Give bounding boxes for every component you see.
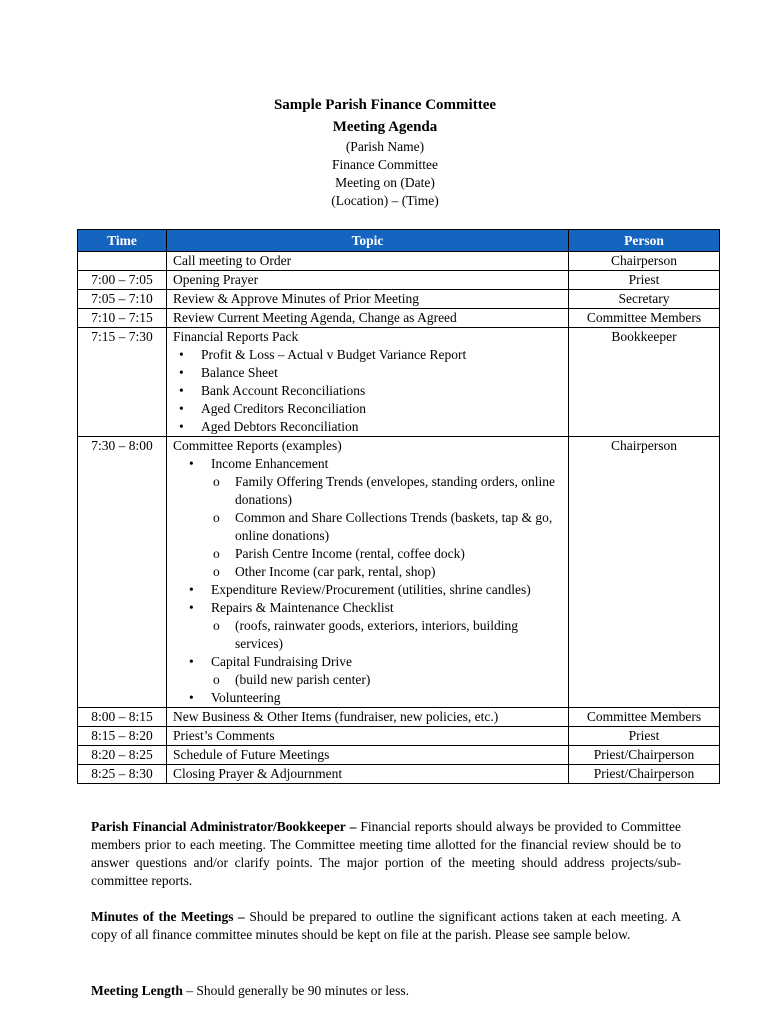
row-person: Secretary	[569, 290, 720, 309]
list-item: • Aged Debtors Reconciliation	[179, 419, 359, 434]
row-time: 7:05 – 7:10	[78, 290, 167, 309]
row-topic: Call meeting to Order	[167, 252, 569, 271]
row-topic: Opening Prayer	[167, 271, 569, 290]
sub-list-item: o Family Offering Trends (envelopes, standing orders, online donations)	[213, 474, 555, 507]
table-row	[78, 727, 720, 746]
bullet-icon: •	[179, 401, 184, 416]
circle-bullet-icon: o	[213, 564, 220, 579]
list-item: • Bank Account Reconciliations	[179, 383, 366, 398]
row-time: 7:10 – 7:15	[78, 309, 167, 328]
sub-list-item: o (roofs, rainwater goods, exteriors, interiors, building services)	[213, 618, 519, 651]
note-label: Parish Financial Administrator/Bookkeeper –	[91, 819, 357, 834]
agenda-table	[77, 229, 720, 784]
table-row	[78, 746, 720, 765]
row-person: Priest	[569, 727, 720, 746]
list-item: • Repairs & Maintenance Checklist	[189, 600, 394, 615]
bullet-icon: •	[179, 347, 184, 362]
bullet-icon: •	[189, 654, 194, 669]
row-time: 8:00 – 8:15	[78, 708, 167, 727]
topic-heading: Committee Reports (examples)	[173, 438, 342, 453]
location-line: (Location) – (Time)	[331, 193, 439, 208]
header-person: Person	[569, 230, 720, 252]
table-row	[78, 290, 720, 309]
table-header-row	[78, 230, 720, 252]
note-label: Minutes of the Meetings –	[91, 909, 245, 924]
circle-bullet-icon: o	[213, 546, 220, 561]
table-row	[78, 252, 720, 271]
sub-list-item: o Other Income (car park, rental, shop)	[213, 564, 436, 579]
topic-heading: Financial Reports Pack	[173, 329, 299, 344]
sub-list-item: o (build new parish center)	[213, 672, 371, 687]
document-title: Sample Parish Finance Committee	[273, 97, 497, 113]
row-person: Priest	[569, 271, 720, 290]
row-time: 7:30 – 8:00	[78, 437, 167, 708]
bullet-icon: •	[189, 582, 194, 597]
list-item: • Volunteering	[189, 690, 281, 705]
row-person: Committee Members	[569, 708, 720, 727]
circle-bullet-icon: o	[213, 672, 220, 687]
minutes-note	[91, 908, 681, 944]
bullet-icon: •	[179, 419, 184, 434]
list-item: • Capital Fundraising Drive	[189, 654, 352, 669]
row-time: 7:15 – 7:30	[78, 328, 167, 437]
bullet-icon: •	[189, 690, 194, 705]
note-text: Financial reports should always be provided to Committee members prior to each meeting. The Committee meeting time allotted for the financial review should be to answer questions and/or clarify points. The major portion of the meeting should address projects/sub-committee reports.	[91, 819, 681, 888]
bookkeeper-note	[91, 818, 681, 890]
row-topic: New Business & Other Items (fundraiser, new policies, etc.)	[167, 708, 569, 727]
committee-line: Finance Committee	[331, 157, 439, 172]
list-item: • Balance Sheet	[179, 365, 278, 380]
sub-list-item: o Parish Centre Income (rental, coffee dock)	[213, 546, 465, 561]
header-time: Time	[78, 230, 167, 252]
circle-bullet-icon: o	[213, 474, 220, 489]
table-row	[78, 328, 720, 437]
list-item: • Profit & Loss – Actual v Budget Variance Report	[179, 347, 467, 362]
bullet-icon: •	[179, 383, 184, 398]
date-line: Meeting on (Date)	[335, 175, 435, 190]
row-person: Committee Members	[569, 309, 720, 328]
header-topic: Topic	[167, 230, 569, 252]
note-label: Meeting Length	[91, 983, 183, 998]
table-row	[78, 765, 720, 784]
row-person: Chairperson	[569, 437, 720, 708]
row-time: 8:25 – 8:30	[78, 765, 167, 784]
row-person: Priest/Chairperson	[569, 765, 720, 784]
bullet-icon: •	[179, 365, 184, 380]
note-text: – Should generally be 90 minutes or less.	[182, 983, 409, 998]
table-row	[78, 708, 720, 727]
document-header	[0, 94, 770, 210]
row-topic: Review & Approve Minutes of Prior Meeting	[167, 290, 569, 309]
row-time	[78, 252, 167, 271]
sub-list-item: o Common and Share Collections Trends (baskets, tap & go, online donations)	[213, 510, 553, 543]
table-row	[78, 271, 720, 290]
row-topic	[167, 328, 569, 437]
row-topic	[167, 437, 569, 708]
table-row	[78, 437, 720, 708]
meeting-length-note	[91, 982, 681, 1000]
circle-bullet-icon: o	[213, 618, 220, 633]
row-topic: Schedule of Future Meetings	[167, 746, 569, 765]
row-person: Chairperson	[569, 252, 720, 271]
bullet-icon: •	[189, 456, 194, 471]
row-person: Priest/Chairperson	[569, 746, 720, 765]
table-row	[78, 309, 720, 328]
row-topic: Priest’s Comments	[167, 727, 569, 746]
list-item: • Aged Creditors Reconciliation	[179, 401, 366, 416]
circle-bullet-icon: o	[213, 510, 220, 525]
row-time: 8:15 – 8:20	[78, 727, 167, 746]
document-subtitle: Meeting Agenda	[332, 119, 438, 135]
row-time: 8:20 – 8:25	[78, 746, 167, 765]
row-topic: Closing Prayer & Adjournment	[167, 765, 569, 784]
parish-name-line: (Parish Name)	[345, 139, 425, 154]
row-person: Bookkeeper	[569, 328, 720, 437]
list-item: • Income Enhancement	[189, 456, 329, 471]
note-text: Should be prepared to outline the significant actions taken at each meeting. A copy of all finance committee minutes should be kept on file at the parish. Please see sample below.	[91, 909, 681, 942]
bullet-icon: •	[189, 600, 194, 615]
list-item: • Expenditure Review/Procurement (utilities, shrine candles)	[189, 582, 531, 597]
row-topic: Review Current Meeting Agenda, Change as Agreed	[167, 309, 569, 328]
row-time: 7:00 – 7:05	[78, 271, 167, 290]
